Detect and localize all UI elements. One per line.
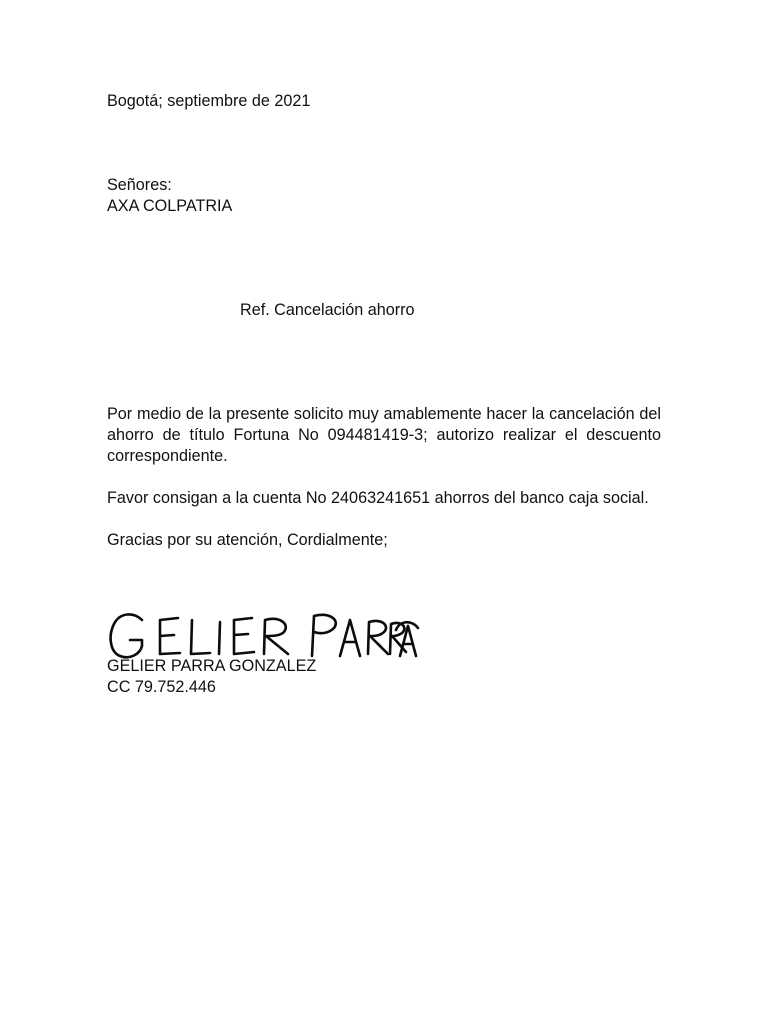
date-line: Bogotá; septiembre de 2021 (107, 92, 311, 110)
closing-line: Gracias por su atención, Cordialmente; (107, 531, 388, 549)
salutation: Señores: (107, 176, 172, 194)
body-paragraph-2: Favor consigan a la cuenta No 24063241651 ahorros del banco caja social. (107, 489, 649, 507)
reference-line: Ref. Cancelación ahorro (240, 301, 415, 319)
signer-id-number: CC 79.752.446 (107, 678, 216, 696)
recipient-name: AXA COLPATRIA (107, 197, 233, 215)
signer-name: GELIER PARRA GONZALEZ (107, 657, 317, 675)
body-paragraph-1: Por medio de la presente solicito muy amablemente hacer la cancelación del ahorro de título Fortuna No 094481419-3; autorizo realizar el descuento correspondiente. (107, 405, 661, 465)
